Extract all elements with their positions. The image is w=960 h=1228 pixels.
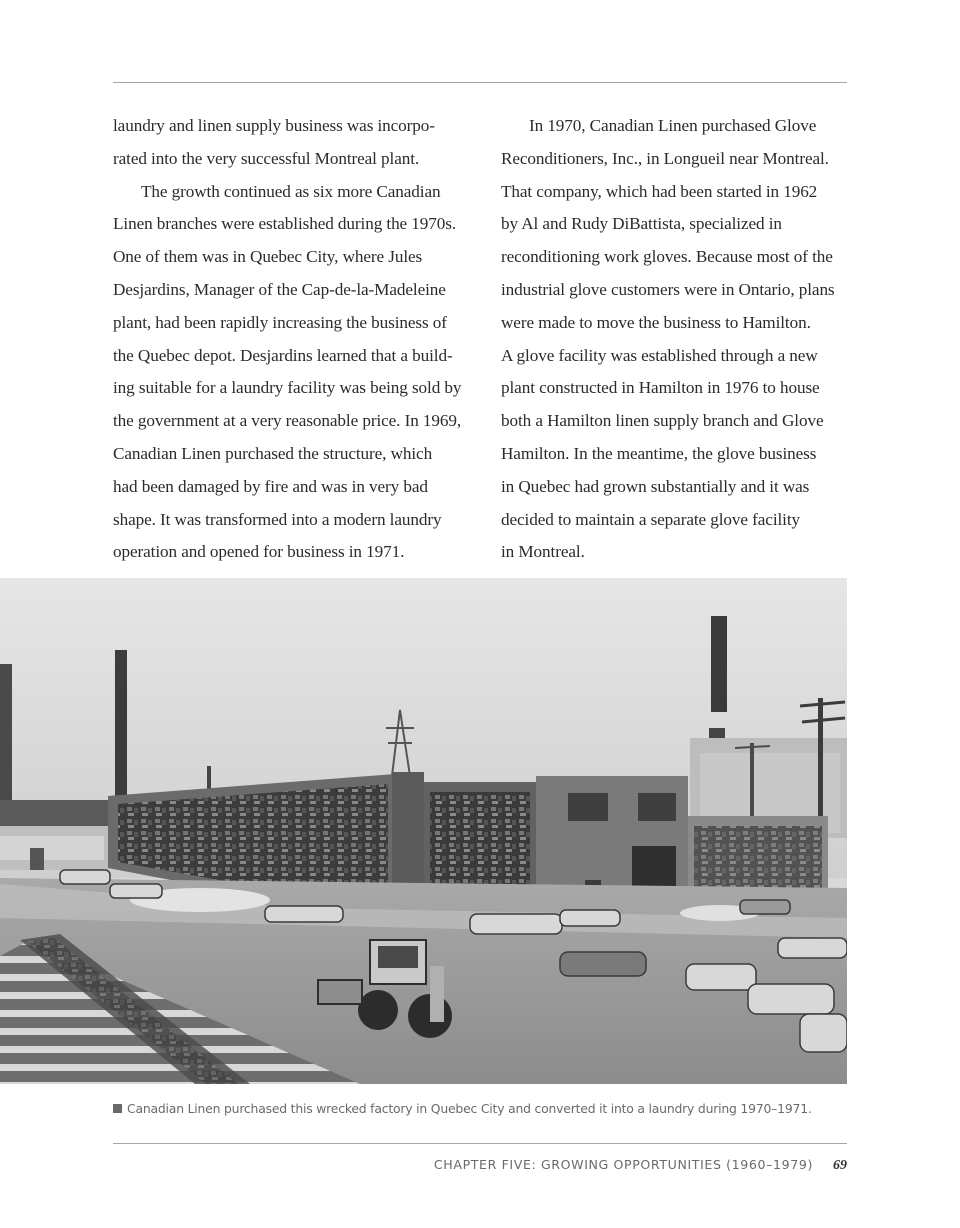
footer-rule [113,1143,847,1144]
chapter-title: CHAPTER FIVE: GROWING OPPORTUNITIES (1960–1979) [433,1157,813,1172]
text-line: A glove facility was established through a new [501,345,818,365]
text-line: both a Hamilton linen supply branch and Glove [501,411,824,431]
text-line: The growth continued as six more Canadian [141,181,441,201]
text-line: plant constructed in Hamilton in 1976 to house [501,378,820,398]
text-line: Hamilton. In the meantime, the glove business [501,443,817,463]
text-line: by Al and Rudy DiBattista, specialized in [501,214,782,234]
caption-text: Canadian Linen purchased this wrecked factory in Quebec City and converted it into a laundry during 1970–1971. [127,1101,812,1116]
page-footer [434,1157,847,1174]
text-line: had been damaged by fire and was in very bad [113,476,428,496]
header-rule [113,82,847,83]
caption-square-icon [113,1104,122,1113]
text-line: laundry and linen supply business was incorpo- [113,116,435,135]
text-line: One of them was in Quebec City, where Jules [113,247,423,267]
text-line: decided to maintain a separate glove facility [501,509,801,529]
text-line: the Quebec depot. Desjardins learned that a build- [113,345,453,365]
text-line: shape. It was transformed into a modern laundry [113,509,442,529]
text-line: rated into the very successful Montreal plant. [113,148,420,168]
text-line: plant, had been rapidly increasing the business of [113,312,447,332]
left-column [113,110,463,569]
text-line: industrial glove customers were in Ontario, plans [501,279,835,299]
text-line: the government at a very reasonable price. In 1969, [113,411,462,431]
text-line: Reconditioners, Inc., in Longueil near Montreal. [501,148,829,168]
text-line: That company, which had been started in 1962 [501,181,818,201]
paragraph [501,110,851,569]
right-column [501,110,851,569]
factory-photo-drawing [0,578,847,1084]
factory-photo [0,578,847,1084]
paragraph [113,110,463,176]
text-line: in Quebec had grown substantially and it was [501,476,810,496]
text-line: Canadian Linen purchased the structure, which [113,443,433,463]
text-line: Linen branches were established during the 1970s. [113,214,457,234]
page-number: 69 [833,1158,847,1173]
text-line: operation and opened for business in 1971. [113,542,405,562]
text-line: were made to move the business to Hamilton. [501,312,811,332]
text-line: Desjardins, Manager of the Cap-de-la-Madeleine [113,279,446,299]
text-line: In 1970, Canadian Linen purchased Glove [529,116,817,135]
text-line: in Montreal. [501,542,585,562]
text-line: reconditioning work gloves. Because most of the [501,247,833,267]
paragraph [113,176,463,570]
photo-caption [113,1101,812,1116]
text-line: ing suitable for a laundry facility was being sold by [113,378,462,398]
